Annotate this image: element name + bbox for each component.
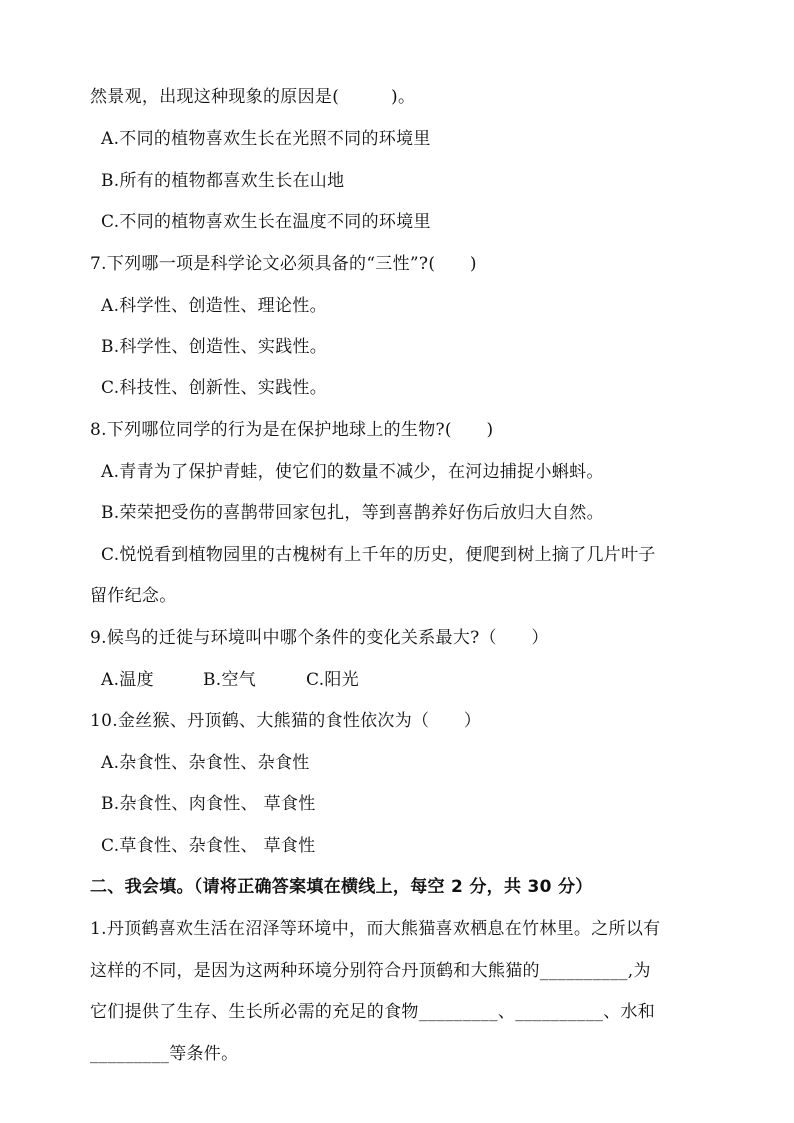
q9-stem: 9.候鸟的迁徙与环境叫中哪个条件的变化关系最大?（ ） [90, 628, 549, 648]
q10-option-b: B.杂食性、肉食性、 草食性 [101, 794, 316, 814]
q7-option-b: B.科学性、创造性、实践性。 [101, 337, 328, 357]
section-2-heading: 二、我会填。（请将正确答案填在横线上，每空 2 分，共 30 分） [90, 877, 593, 897]
q6-option-c: C.不同的植物喜欢生长在温度不同的环境里 [101, 212, 431, 232]
q6-continuation: 然景观，出现这种现象的原因是( )。 [90, 87, 416, 107]
q8-option-c-continued: 留作纪念。 [90, 586, 177, 606]
q7-option-c: C.科技性、创新性、实践性。 [101, 378, 328, 398]
q8-option-a: A.青青为了保护青蛙，使它们的数量不减少，在河边捕捉小蝌蚪。 [101, 462, 604, 482]
fill-q1-line-3: 它们提供了生存、生长所必需的充足的食物_________、__________、水和 [90, 1002, 656, 1022]
q8-stem: 8.下列哪位同学的行为是在保护地球上的生物?( ) [90, 420, 494, 440]
q7-option-a: A.科学性、创造性、理论性。 [101, 296, 327, 316]
q10-option-a: A.杂食性、杂食性、杂食性 [101, 753, 310, 773]
q6-option-b: B.所有的植物都喜欢生长在山地 [101, 171, 345, 191]
q10-stem: 10.金丝猴、丹顶鹤、大熊猫的食性依次为（ ） [90, 711, 482, 731]
q9-option-b: B.空气 [203, 670, 257, 690]
q9-option-c: C.阳光 [306, 670, 360, 690]
q9-option-a: A.温度 [101, 670, 154, 690]
fill-q1-line-2: 这样的不同，是因为这两种环境分别符合丹顶鹤和大熊猫的__________,为 [90, 961, 651, 981]
q10-option-c: C.草食性、杂食性、 草食性 [101, 836, 316, 856]
q8-option-c: C.悦悦看到植物园里的古槐树有上千年的历史，便爬到树上摘了几片叶子 [101, 545, 656, 565]
fill-q1-line-4: _________等条件。 [90, 1044, 239, 1064]
q8-option-b: B.荣荣把受伤的喜鹊带回家包扎，等到喜鹊养好伤后放归大自然。 [101, 503, 604, 523]
q7-stem: 7.下列哪一项是科学论文必须具备的“三性”?( ) [90, 254, 477, 274]
fill-q1-line-1: 1.丹顶鹤喜欢生活在沼泽等环境中，而大熊猫喜欢栖息在竹林里。之所以有 [90, 919, 661, 939]
q6-option-a: A.不同的植物喜欢生长在光照不同的环境里 [101, 129, 431, 149]
